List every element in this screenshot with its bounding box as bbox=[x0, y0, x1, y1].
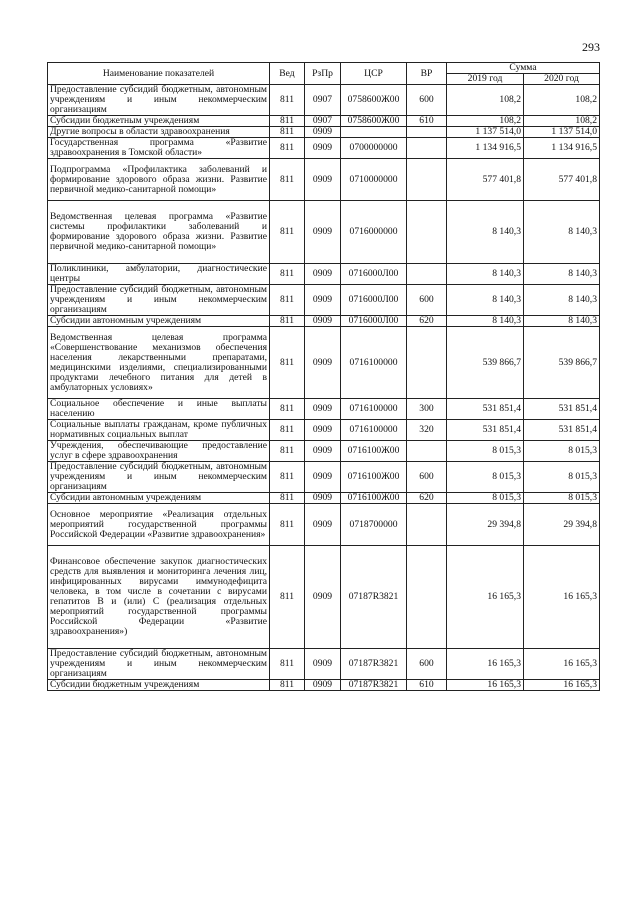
row-2019: 16 165,3 bbox=[447, 680, 524, 691]
table-row bbox=[48, 127, 600, 138]
row-ved: 811 bbox=[270, 316, 305, 327]
row-2019: 8 140,3 bbox=[447, 285, 524, 316]
row-vr: 320 bbox=[407, 420, 447, 441]
row-name: Ведомственная целевая программа «Развитие системы профилактики заболеваний и формирование здорового образа жизни. Развитие первичной медико-санитарной помощи» bbox=[48, 201, 270, 264]
row-csr: 0716100Ж00 bbox=[341, 493, 407, 504]
row-2020: 29 394,8 bbox=[524, 504, 600, 546]
row-name: Другие вопросы в области здравоохранения bbox=[48, 127, 270, 138]
row-rzpr: 0907 bbox=[305, 85, 341, 116]
row-csr: 0716100Ж00 bbox=[341, 441, 407, 462]
row-ved: 811 bbox=[270, 85, 305, 116]
row-vr bbox=[407, 264, 447, 285]
row-csr: 0710000000 bbox=[341, 159, 407, 201]
row-rzpr: 0909 bbox=[305, 127, 341, 138]
row-csr: 0758600Ж00 bbox=[341, 116, 407, 127]
table-row bbox=[48, 138, 600, 159]
row-csr: 0716000Л00 bbox=[341, 285, 407, 316]
table-row bbox=[48, 264, 600, 285]
row-ved: 811 bbox=[270, 493, 305, 504]
row-2020: 1 137 514,0 bbox=[524, 127, 600, 138]
header-ved: Вед bbox=[270, 63, 305, 85]
row-name: Государственная программа «Развитие здравоохранения в Томской области» bbox=[48, 138, 270, 159]
table-row bbox=[48, 201, 600, 264]
row-vr: 620 bbox=[407, 316, 447, 327]
row-name: Предоставление субсидий бюджетным, автономным учреждениям и иным некоммерческим организациям bbox=[48, 462, 270, 493]
table-row bbox=[48, 680, 600, 691]
row-name: Предоставление субсидий бюджетным, автономным учреждениям и иным некоммерческим организациям bbox=[48, 85, 270, 116]
table-row bbox=[48, 159, 600, 201]
row-vr bbox=[407, 201, 447, 264]
row-2019: 8 140,3 bbox=[447, 201, 524, 264]
row-name: Ведомственная целевая программа «Совершенствование механизмов обеспечения населения лекарственными препаратами, медицинскими изделиями, специализированными продуктами лечебного питания для детей в амбулаторных условиях» bbox=[48, 327, 270, 399]
header-2019: 2019 год bbox=[447, 74, 524, 85]
row-vr: 600 bbox=[407, 462, 447, 493]
row-rzpr: 0909 bbox=[305, 285, 341, 316]
row-ved: 811 bbox=[270, 546, 305, 649]
row-csr: 0700000000 bbox=[341, 138, 407, 159]
row-rzpr: 0909 bbox=[305, 420, 341, 441]
table-row bbox=[48, 420, 600, 441]
row-csr: 0716100Ж00 bbox=[341, 462, 407, 493]
row-vr: 600 bbox=[407, 285, 447, 316]
row-name: Поликлиники, амбулатории, диагностические центры bbox=[48, 264, 270, 285]
table-row bbox=[48, 546, 600, 649]
row-rzpr: 0909 bbox=[305, 159, 341, 201]
row-csr: 0716100000 bbox=[341, 327, 407, 399]
row-2019: 8 140,3 bbox=[447, 316, 524, 327]
header-name: Наименование показателей bbox=[48, 63, 270, 85]
row-2020: 1 134 916,5 bbox=[524, 138, 600, 159]
row-2020: 531 851,4 bbox=[524, 420, 600, 441]
row-2020: 8 015,3 bbox=[524, 493, 600, 504]
row-csr: 0718700000 bbox=[341, 504, 407, 546]
row-2020: 539 866,7 bbox=[524, 327, 600, 399]
table-body bbox=[48, 85, 600, 691]
row-ved: 811 bbox=[270, 201, 305, 264]
header-sum: Сумма bbox=[447, 63, 600, 74]
row-rzpr: 0909 bbox=[305, 680, 341, 691]
row-csr: 0716000Л00 bbox=[341, 264, 407, 285]
row-ved: 811 bbox=[270, 504, 305, 546]
row-2020: 8 015,3 bbox=[524, 441, 600, 462]
row-vr: 620 bbox=[407, 493, 447, 504]
row-name: Субсидии автономным учреждениям bbox=[48, 493, 270, 504]
header-csr: ЦСР bbox=[341, 63, 407, 85]
header-rzpr: РзПр bbox=[305, 63, 341, 85]
row-name: Предоставление субсидий бюджетным, автономным учреждениям и иным некоммерческим организациям bbox=[48, 285, 270, 316]
table-row bbox=[48, 504, 600, 546]
row-2019: 577 401,8 bbox=[447, 159, 524, 201]
row-rzpr: 0909 bbox=[305, 649, 341, 680]
row-2020: 108,2 bbox=[524, 116, 600, 127]
row-vr: 300 bbox=[407, 399, 447, 420]
row-2019: 108,2 bbox=[447, 85, 524, 116]
row-rzpr: 0909 bbox=[305, 264, 341, 285]
row-2020: 531 851,4 bbox=[524, 399, 600, 420]
row-vr bbox=[407, 138, 447, 159]
table-row bbox=[48, 316, 600, 327]
table-row bbox=[48, 285, 600, 316]
row-name: Субсидии бюджетным учреждениям bbox=[48, 116, 270, 127]
row-csr: 0716000000 bbox=[341, 201, 407, 264]
row-name: Учреждения, обеспечивающие предоставление услуг в сфере здравоохранения bbox=[48, 441, 270, 462]
row-rzpr: 0907 bbox=[305, 116, 341, 127]
table-row bbox=[48, 441, 600, 462]
table-row bbox=[48, 649, 600, 680]
row-2019: 531 851,4 bbox=[447, 420, 524, 441]
row-2020: 8 140,3 bbox=[524, 285, 600, 316]
row-2019: 8 015,3 bbox=[447, 441, 524, 462]
row-rzpr: 0909 bbox=[305, 399, 341, 420]
row-ved: 811 bbox=[270, 159, 305, 201]
row-ved: 811 bbox=[270, 399, 305, 420]
row-2019: 8 140,3 bbox=[447, 264, 524, 285]
row-rzpr: 0909 bbox=[305, 493, 341, 504]
row-vr: 600 bbox=[407, 85, 447, 116]
row-vr: 610 bbox=[407, 680, 447, 691]
row-2020: 8 140,3 bbox=[524, 201, 600, 264]
row-2019: 1 137 514,0 bbox=[447, 127, 524, 138]
row-2020: 16 165,3 bbox=[524, 649, 600, 680]
row-rzpr: 0909 bbox=[305, 546, 341, 649]
header-vr: ВР bbox=[407, 63, 447, 85]
row-2020: 8 015,3 bbox=[524, 462, 600, 493]
row-2019: 8 015,3 bbox=[447, 462, 524, 493]
row-ved: 811 bbox=[270, 441, 305, 462]
row-ved: 811 bbox=[270, 264, 305, 285]
table-row bbox=[48, 327, 600, 399]
row-vr: 600 bbox=[407, 649, 447, 680]
row-2019: 16 165,3 bbox=[447, 546, 524, 649]
row-2019: 539 866,7 bbox=[447, 327, 524, 399]
row-name: Субсидии бюджетным учреждениям bbox=[48, 680, 270, 691]
row-vr bbox=[407, 127, 447, 138]
row-vr bbox=[407, 441, 447, 462]
row-2019: 29 394,8 bbox=[447, 504, 524, 546]
row-name: Социальные выплаты гражданам, кроме публичных нормативных социальных выплат bbox=[48, 420, 270, 441]
row-csr bbox=[341, 127, 407, 138]
table-row bbox=[48, 116, 600, 127]
row-ved: 811 bbox=[270, 138, 305, 159]
row-name: Финансовое обеспечение закупок диагностических средств для выявления и мониторинга лечения лиц, инфицированных вирусами иммунодефицита человека, в том числе в сочетании с вирусами гепатитов В и (или) С (реализация отдельных мероприятий государственной программы Российской Федерации «Развитие здравоохранения») bbox=[48, 546, 270, 649]
row-csr: 07187R3821 bbox=[341, 546, 407, 649]
row-2020: 577 401,8 bbox=[524, 159, 600, 201]
row-2019: 1 134 916,5 bbox=[447, 138, 524, 159]
row-csr: 07187R3821 bbox=[341, 649, 407, 680]
table-row bbox=[48, 399, 600, 420]
row-2019: 8 015,3 bbox=[447, 493, 524, 504]
row-ved: 811 bbox=[270, 116, 305, 127]
row-csr: 0758600Ж00 bbox=[341, 85, 407, 116]
row-rzpr: 0909 bbox=[305, 138, 341, 159]
table-row bbox=[48, 493, 600, 504]
row-rzpr: 0909 bbox=[305, 316, 341, 327]
row-vr bbox=[407, 546, 447, 649]
row-csr: 0716100000 bbox=[341, 399, 407, 420]
row-ved: 811 bbox=[270, 127, 305, 138]
row-vr bbox=[407, 159, 447, 201]
row-csr: 07187R3821 bbox=[341, 680, 407, 691]
row-name: Основное мероприятие «Реализация отдельных мероприятий государственной программы Российской Федерации «Развитие здравоохранения» bbox=[48, 504, 270, 546]
row-2020: 8 140,3 bbox=[524, 264, 600, 285]
row-ved: 811 bbox=[270, 327, 305, 399]
row-ved: 811 bbox=[270, 420, 305, 441]
row-ved: 811 bbox=[270, 285, 305, 316]
row-vr: 610 bbox=[407, 116, 447, 127]
row-2019: 531 851,4 bbox=[447, 399, 524, 420]
row-vr bbox=[407, 327, 447, 399]
row-name: Подпрограмма «Профилактика заболеваний и формирование здорового образа жизни. Развитие первичной медико-санитарной помощи» bbox=[48, 159, 270, 201]
row-2020: 16 165,3 bbox=[524, 546, 600, 649]
row-ved: 811 bbox=[270, 649, 305, 680]
row-rzpr: 0909 bbox=[305, 462, 341, 493]
table-header bbox=[48, 63, 600, 85]
row-2019: 108,2 bbox=[447, 116, 524, 127]
row-csr: 0716100000 bbox=[341, 420, 407, 441]
row-ved: 811 bbox=[270, 680, 305, 691]
table-row bbox=[48, 85, 600, 116]
row-rzpr: 0909 bbox=[305, 201, 341, 264]
row-2020: 16 165,3 bbox=[524, 680, 600, 691]
row-2020: 8 140,3 bbox=[524, 316, 600, 327]
row-vr bbox=[407, 504, 447, 546]
row-name: Субсидии автономным учреждениям bbox=[48, 316, 270, 327]
row-csr: 0716000Л00 bbox=[341, 316, 407, 327]
header-2020: 2020 год bbox=[524, 74, 600, 85]
row-rzpr: 0909 bbox=[305, 441, 341, 462]
page-number: 293 bbox=[582, 40, 600, 54]
budget-table bbox=[47, 62, 600, 691]
row-name: Предоставление субсидий бюджетным, автономным учреждениям и иным некоммерческим организациям bbox=[48, 649, 270, 680]
row-rzpr: 0909 bbox=[305, 327, 341, 399]
row-rzpr: 0909 bbox=[305, 504, 341, 546]
table-row bbox=[48, 462, 600, 493]
row-2019: 16 165,3 bbox=[447, 649, 524, 680]
row-ved: 811 bbox=[270, 462, 305, 493]
row-2020: 108,2 bbox=[524, 85, 600, 116]
row-name: Социальное обеспечение и иные выплаты населению bbox=[48, 399, 270, 420]
